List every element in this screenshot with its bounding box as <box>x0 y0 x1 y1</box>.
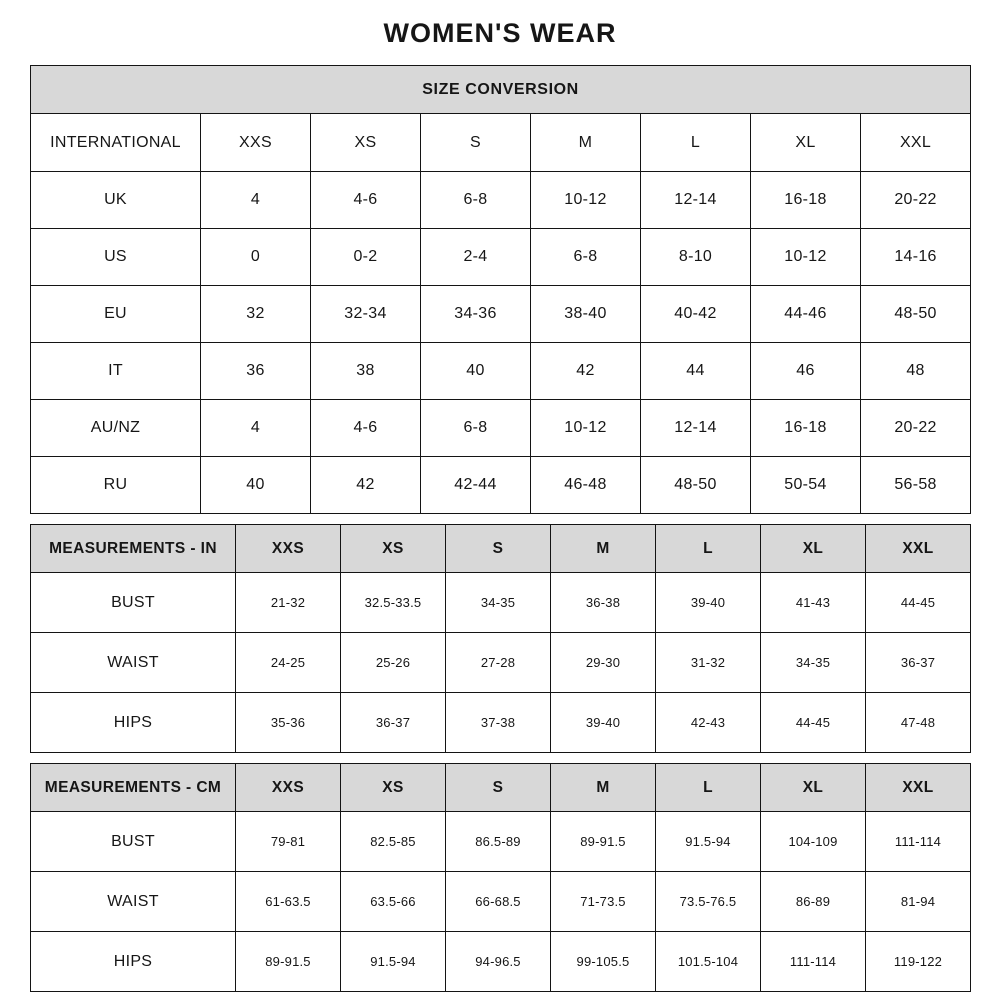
value-cell: 81-94 <box>866 872 971 932</box>
value-cell: 46 <box>751 343 861 400</box>
value-cell: 99-105.5 <box>551 932 656 992</box>
value-cell: 89-91.5 <box>551 812 656 872</box>
row-axis-header: MEASUREMENTS - IN <box>31 525 236 573</box>
measurements-in-body <box>31 525 971 753</box>
row-label: US <box>31 229 201 286</box>
value-cell: 82.5-85 <box>341 812 446 872</box>
size-conversion-table <box>30 65 971 514</box>
table-row <box>31 286 971 343</box>
table-row <box>31 573 971 633</box>
column-header-s: S <box>421 114 531 172</box>
row-label: WAIST <box>31 633 236 693</box>
value-cell: 4 <box>201 172 311 229</box>
value-cell: 63.5-66 <box>341 872 446 932</box>
table-row <box>31 812 971 872</box>
row-label: RU <box>31 457 201 514</box>
value-cell: 86-89 <box>761 872 866 932</box>
value-cell: 10-12 <box>531 172 641 229</box>
value-cell: 91.5-94 <box>341 932 446 992</box>
value-cell: 6-8 <box>421 400 531 457</box>
table-row <box>31 932 971 992</box>
value-cell: 40-42 <box>641 286 751 343</box>
row-label: WAIST <box>31 872 236 932</box>
measurements-cm-body <box>31 764 971 992</box>
column-header-xxl: XXL <box>866 525 971 573</box>
value-cell: 37-38 <box>446 693 551 753</box>
column-header-xl: XL <box>761 764 866 812</box>
page-title: WOMEN'S WEAR <box>383 18 617 48</box>
value-cell: 42 <box>311 457 421 514</box>
value-cell: 40 <box>421 343 531 400</box>
table-title-row <box>31 66 971 114</box>
value-cell: 31-32 <box>656 633 761 693</box>
size-chart-page <box>30 0 970 992</box>
value-cell: 4 <box>201 400 311 457</box>
row-label: BUST <box>31 573 236 633</box>
value-cell: 36-37 <box>341 693 446 753</box>
value-cell: 16-18 <box>751 400 861 457</box>
value-cell: 10-12 <box>751 229 861 286</box>
column-header-s: S <box>446 764 551 812</box>
row-label: AU/NZ <box>31 400 201 457</box>
value-cell: 4-6 <box>311 172 421 229</box>
value-cell: 6-8 <box>531 229 641 286</box>
column-header-xxs: XXS <box>236 525 341 573</box>
value-cell: 38 <box>311 343 421 400</box>
column-header-xs: XS <box>341 525 446 573</box>
value-cell: 40 <box>201 457 311 514</box>
value-cell: 34-36 <box>421 286 531 343</box>
column-header-row <box>31 114 971 172</box>
table-title: SIZE CONVERSION <box>31 66 971 114</box>
value-cell: 32 <box>201 286 311 343</box>
table-row <box>31 172 971 229</box>
value-cell: 4-6 <box>311 400 421 457</box>
table-row <box>31 693 971 753</box>
value-cell: 44-46 <box>751 286 861 343</box>
value-cell: 41-43 <box>761 573 866 633</box>
value-cell: 35-36 <box>236 693 341 753</box>
column-header-s: S <box>446 525 551 573</box>
value-cell: 48-50 <box>861 286 971 343</box>
table-row <box>31 343 971 400</box>
measurements-cm-table <box>30 763 971 992</box>
value-cell: 46-48 <box>531 457 641 514</box>
value-cell: 119-122 <box>866 932 971 992</box>
value-cell: 86.5-89 <box>446 812 551 872</box>
value-cell: 16-18 <box>751 172 861 229</box>
value-cell: 27-28 <box>446 633 551 693</box>
value-cell: 38-40 <box>531 286 641 343</box>
value-cell: 111-114 <box>866 812 971 872</box>
column-header-m: M <box>551 525 656 573</box>
value-cell: 94-96.5 <box>446 932 551 992</box>
column-header-xl: XL <box>751 114 861 172</box>
column-header-m: M <box>531 114 641 172</box>
column-header-m: M <box>551 764 656 812</box>
value-cell: 61-63.5 <box>236 872 341 932</box>
value-cell: 0 <box>201 229 311 286</box>
value-cell: 36-37 <box>866 633 971 693</box>
row-label: UK <box>31 172 201 229</box>
value-cell: 44 <box>641 343 751 400</box>
row-label: HIPS <box>31 932 236 992</box>
row-axis-header: INTERNATIONAL <box>31 114 201 172</box>
value-cell: 71-73.5 <box>551 872 656 932</box>
value-cell: 42-44 <box>421 457 531 514</box>
size-conversion-body <box>31 66 971 514</box>
column-header-l: L <box>656 525 761 573</box>
value-cell: 2-4 <box>421 229 531 286</box>
column-header-xxs: XXS <box>236 764 341 812</box>
value-cell: 42 <box>531 343 641 400</box>
column-header-xs: XS <box>311 114 421 172</box>
column-header-xs: XS <box>341 764 446 812</box>
value-cell: 32.5-33.5 <box>341 573 446 633</box>
value-cell: 42-43 <box>656 693 761 753</box>
column-header-xl: XL <box>761 525 866 573</box>
value-cell: 79-81 <box>236 812 341 872</box>
value-cell: 44-45 <box>866 573 971 633</box>
table-row <box>31 872 971 932</box>
value-cell: 48-50 <box>641 457 751 514</box>
value-cell: 39-40 <box>656 573 761 633</box>
value-cell: 20-22 <box>861 172 971 229</box>
column-header-row <box>31 525 971 573</box>
value-cell: 32-34 <box>311 286 421 343</box>
value-cell: 66-68.5 <box>446 872 551 932</box>
value-cell: 104-109 <box>761 812 866 872</box>
value-cell: 24-25 <box>236 633 341 693</box>
value-cell: 48 <box>861 343 971 400</box>
row-label: IT <box>31 343 201 400</box>
measurements-in-table <box>30 524 971 753</box>
value-cell: 10-12 <box>531 400 641 457</box>
value-cell: 14-16 <box>861 229 971 286</box>
value-cell: 111-114 <box>761 932 866 992</box>
value-cell: 12-14 <box>641 400 751 457</box>
value-cell: 34-35 <box>761 633 866 693</box>
value-cell: 36 <box>201 343 311 400</box>
value-cell: 21-32 <box>236 573 341 633</box>
value-cell: 6-8 <box>421 172 531 229</box>
table-row <box>31 400 971 457</box>
value-cell: 47-48 <box>866 693 971 753</box>
row-label: BUST <box>31 812 236 872</box>
table-row <box>31 633 971 693</box>
value-cell: 73.5-76.5 <box>656 872 761 932</box>
value-cell: 34-35 <box>446 573 551 633</box>
column-header-xxl: XXL <box>861 114 971 172</box>
column-header-l: L <box>656 764 761 812</box>
value-cell: 44-45 <box>761 693 866 753</box>
row-axis-header: MEASUREMENTS - CM <box>31 764 236 812</box>
value-cell: 8-10 <box>641 229 751 286</box>
value-cell: 36-38 <box>551 573 656 633</box>
column-header-row <box>31 764 971 812</box>
value-cell: 20-22 <box>861 400 971 457</box>
value-cell: 89-91.5 <box>236 932 341 992</box>
table-row <box>31 229 971 286</box>
value-cell: 101.5-104 <box>656 932 761 992</box>
row-label: HIPS <box>31 693 236 753</box>
value-cell: 91.5-94 <box>656 812 761 872</box>
row-label: EU <box>31 286 201 343</box>
value-cell: 56-58 <box>861 457 971 514</box>
value-cell: 50-54 <box>751 457 861 514</box>
column-header-xxs: XXS <box>201 114 311 172</box>
value-cell: 0-2 <box>311 229 421 286</box>
value-cell: 29-30 <box>551 633 656 693</box>
value-cell: 25-26 <box>341 633 446 693</box>
table-row <box>31 457 971 514</box>
value-cell: 39-40 <box>551 693 656 753</box>
column-header-l: L <box>641 114 751 172</box>
column-header-xxl: XXL <box>866 764 971 812</box>
value-cell: 12-14 <box>641 172 751 229</box>
